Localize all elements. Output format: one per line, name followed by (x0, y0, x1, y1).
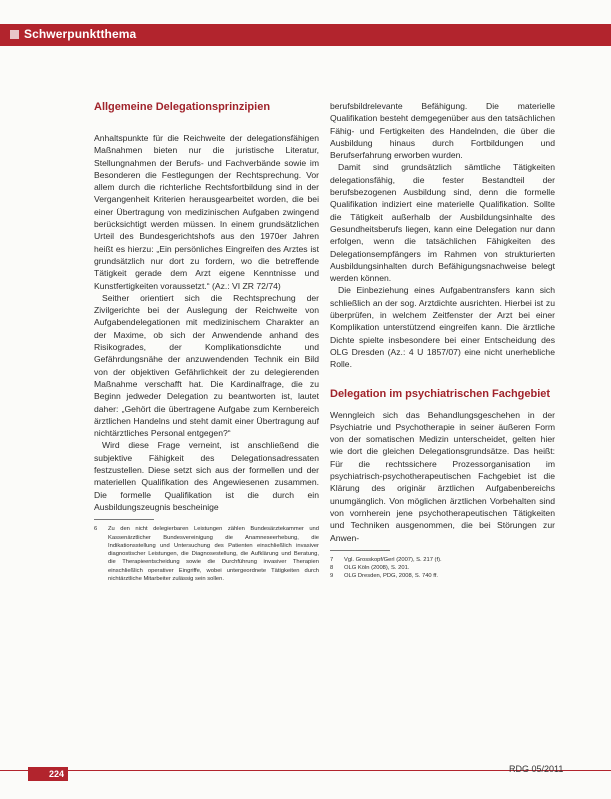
left-paragraph-1: Anhaltspunkte für die Reichweite der delegationsfähigen Maßnahmen bieten nur die juristische Literatur, Stellungnahmen der Berufs- und Fachverbände sowie im Besonderen die Festlegungen der Rechtsprechung. Vor allem durch die richterliche Rechtsfortbildung sind in der Vergangenheit Kriterien herausgearbeitet worden, die bei einer Übertragung von medizinischen Aufgaben zwingend berücksichtigt werden müssen. In einem grundsätzlichen Urteil des Bundesgerichtshofs aus den 1970er Jahren heißt es hierzu: „Ein persönliches Eingreifen des Arztes ist grundsätzlich nur dort zu fordern, wo die betreffende Tätigkeit gerade dem Arzt eigene Kenntnisse und Kunstfertigkeiten voraussetzt.“ (Az.: VI ZR 72/74) (94, 133, 319, 291)
right-paragraph-3: Die Einbeziehung eines Aufgabentransfers kann sich schließlich an der sog. Arztdichte ausrichten. Hierbei ist zu überprüfen, in welchem Zeitfenster der Arzt bei einer Komplikation unterstützend eingreifen kann. Die ärztliche Dichte spielte insbesondere bei einer Entscheidung des OLG Dresden (Az.: 4 U 1857/07) eine nicht unerhebliche Rolle. (330, 285, 555, 370)
right-column (330, 100, 555, 581)
header-square-icon (10, 30, 19, 39)
footnote-number: 6 (94, 526, 98, 533)
heading-allgemeine: Allgemeine Delegationsprinzipien (94, 101, 271, 113)
footnote-text: Zu den nicht delegierbaren Leistungen zählen Bundesärztekammer und Kassenärztlicher Bundesvereinigung die Anamneseerhebung, die Indikationsstellung und Untersuchung des Patienten einschließlich invasiver diagnostischer Leistungen, die Diagnosestellung, die Aufklärung und Beratung, die Therapieentscheidung sowie die Durchführung invasiver Therapien einschließlich operativer Eingriffe, wobei untergeordnete Tätigkeiten durch nichtärztliche Mitarbeiter zulässig sein sollen. (108, 526, 319, 582)
footnote-text: OLG Dresden, PDG, 2008, S. 740 ff. (344, 573, 438, 580)
footnote-text: OLG Köln (2008), S. 201. (344, 565, 410, 572)
left-paragraph-2: Seither orientiert sich die Rechtsprechung der Zivilgerichte bei der Auslegung der Reichweite von Aufgabendelegationen mit medizinischem Charakter an der Maxime, ob sich der Anwendende anhand des Risikogrades, der Komplikationsdichte und Gefährdungsnähe der anzuwendenden Technik ein Bild von der objektiven Gefährlichkeit der zu delegierenden Maßnahme verschafft hat. Die Kardinalfrage, die zu Beginn jedweder Delegation zu beantworten ist, lautet daher: „Gehört die übertragene Aufgabe zum Kernbereich ärztlichen Handelns und steht damit einer Übertragung auf nichtärztliches Personal entgegen?“ (94, 292, 319, 439)
left-column (94, 100, 319, 583)
section-title: Schwerpunktthema (24, 27, 137, 41)
footnote-8 (330, 564, 555, 572)
footnote-6 (94, 525, 319, 583)
right-paragraph-1: berufsbildrelevante Befähigung. Die materielle Qualifikation besteht demgegenüber aus den tatsächlichen Fähig- und Fertigkeiten des Handelnden, die über die Ausbildung hinaus durch Fortbildungen und Berufserfahrung erworben wurden. (330, 101, 555, 161)
footnote-9 (330, 572, 555, 580)
footnote-number: 9 (330, 573, 334, 580)
right-paragraph-4: Wenngleich sich das Behandlungsgeschehen in der Psychiatrie und Psychotherapie in seiner äußeren Form von der somatischen Medizin unterscheidet, gelten hier wie dort die gleichen Delegationsgrundsätze. Das heißt: Für die rechtssichere Prozessorganisation im psychiatrisch-psychotherapeutischen Fachgebiet ist die Klärung des originär ärztlichen Aufgabenbereichs unumgänglich. Von möglichen ärztlichen Vorbehalten sind von vornherein jene psychotherapeutischen Tätigkeiten und Techniken ausgenommen, die bei Störungen zur Anwen- (330, 409, 555, 543)
footnote-rule-right (330, 550, 390, 551)
footnote-rule (94, 519, 154, 520)
section-header-bar (0, 24, 611, 46)
footnote-number: 7 (330, 556, 334, 563)
page-number: 224 (28, 767, 68, 781)
footnote-7 (330, 556, 555, 564)
footnote-text: Vgl. Grosskopf/Gerl (2007), S. 217 (f). (344, 556, 442, 563)
right-paragraph-2: Damit sind grundsätzlich sämtliche Tätigkeiten delegationsfähig, die fester Bestandteil der berufsbezogenen Ausbildung sind, denn die formelle Qualifikation indiziert eine materielle Qualifikation. Sollte die Tätigkeit außerhalb der Ausbildungsinhalte des Gesundheitsberufs liegen, kann eine Delegation nur dann erfolgen, wenn die tatsächlichen Fähigkeiten des Delegationsempfängers im Rahmen von strukturierten Ausbildungsinhalten durch Befähigungsnachweise belegt werden können. (330, 162, 555, 284)
heading-psychiatrie: Delegation im psychiatrischen Fachgebiet (330, 387, 551, 400)
footnote-number: 8 (330, 565, 334, 572)
left-paragraph-3: Wird diese Frage verneint, ist anschließend die subjektive Fähigkeit des Delegationsadressaten festzustellen. Diese setzt sich aus der formellen und der materiellen Qualifikation des Angewiesenen zusammen. Die formelle Qualifikation ist die durch ein Ausbildungszeugnis bescheinige (94, 440, 319, 512)
journal-issue: RDG 05/2011 (509, 764, 564, 774)
